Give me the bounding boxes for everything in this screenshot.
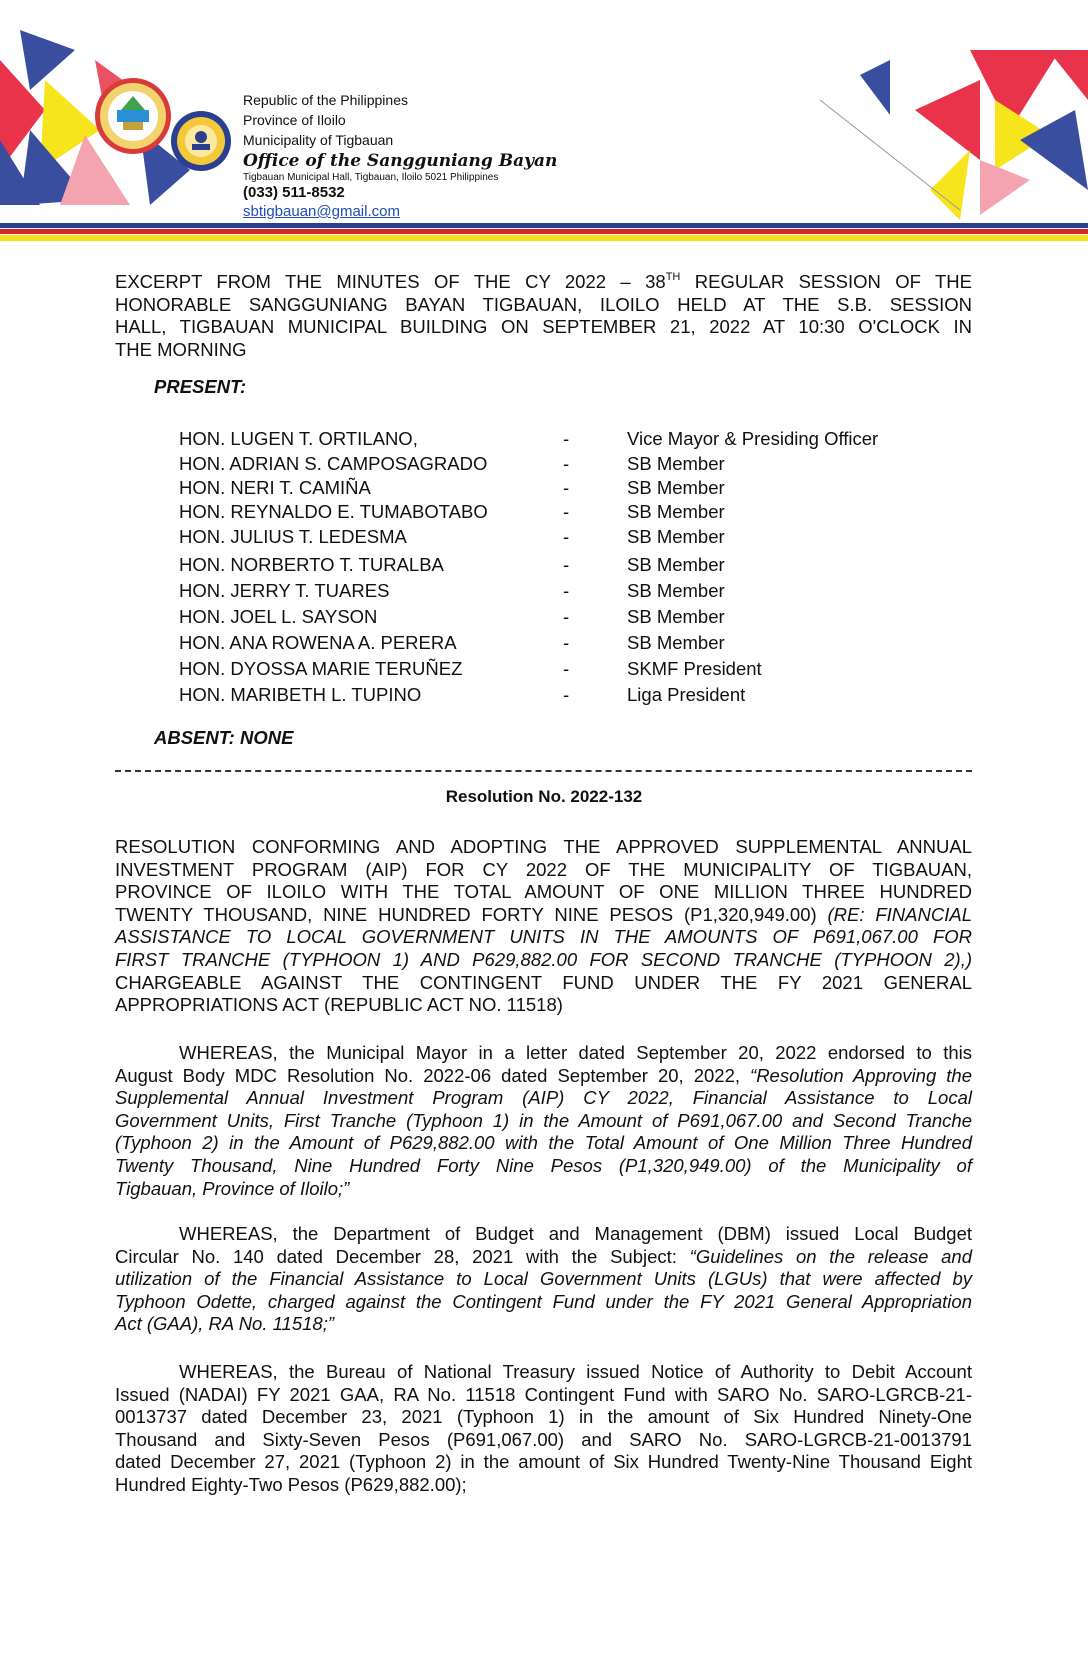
dashed-divider [115,770,972,772]
paragraph-line: August Body MDC Resolution No. 2022-06 dated September 20, 2022, [115,1064,751,1086]
paragraph-line: Issued (NADAI) FY 2021 GAA, RA No. 11518 Contingent Fund with SARO No. SARO-LGRCB-21- [115,1383,972,1405]
whereas-paragraph-2 [115,1223,972,1336]
attendee-row [179,453,979,477]
resolution-title-italic: ASSISTANCE TO LOCAL GOVERNMENT UNITS IN THE AMOUNTS OF P691,067.00 FOR [115,926,972,948]
office-phone: (033) 511-8532 [243,184,345,201]
attendee-name: HON. ANA ROWENA A. PERERA [179,632,457,653]
attendee-separator: - [563,658,570,679]
resolution-title-line: INVESTMENT PROGRAM (AIP) FOR CY 2022 OF THE MUNICIPALITY OF TIGBAUAN, [115,858,972,880]
attendee-role: SKMF President [627,658,762,679]
excerpt-line-3: HALL, TIGBAUAN MUNICIPAL BUILDING ON SEPTEMBER 21, 2022 AT 10:30 O'CLOCK IN [115,316,972,338]
paragraph-italic: Act (GAA), RA No. 11518;” [115,1313,334,1335]
header-stripe-red [0,229,1088,234]
paragraph-italic: utilization of the Financial Assistance to Local Government Units (LGUs) that were affected by [115,1268,972,1290]
paragraph-italic: Tigbauan, Province of Iloilo;” [115,1177,350,1199]
excerpt-line-2: HONORABLE SANGGUNIANG BAYAN TIGBAUAN, ILOILO HELD AT THE S.B. SESSION [115,293,972,315]
attendee-name: HON. LUGEN T. ORTILANO, [179,428,418,449]
attendee-name: HON. REYNALDO E. TUMABOTABO [179,501,488,522]
paragraph-line: 0013737 dated December 23, 2021 (Typhoon 1) in the amount of Six Hundred Ninety-One [115,1406,972,1428]
attendee-role: SB Member [627,580,725,601]
letterhead-header [0,0,1088,250]
attendee-role: SB Member [627,632,725,653]
attendee-name: HON. NORBERTO T. TURALBA [179,554,444,575]
paragraph-line: WHEREAS, the Bureau of National Treasury issued Notice of Authority to Debit Account [179,1361,972,1382]
resolution-title-line: CHARGEABLE AGAINST THE CONTINGENT FUND UNDER THE FY 2021 GENERAL [115,971,972,993]
paragraph-line: Thousand and Sixty-Seven Pesos (P691,067.00) and SARO No. SARO-LGRCB-21-0013791 [115,1428,972,1450]
excerpt-line-1b: REGULAR SESSION OF THE [680,271,972,292]
attendee-role: SB Member [627,554,725,575]
attendee-separator: - [563,526,570,547]
province-line: Province of Iloilo [243,112,346,128]
attendee-name: HON. JOEL L. SAYSON [179,606,378,627]
excerpt-superscript: TH [665,271,681,283]
header-stripe-blue [0,223,1088,228]
resolution-number: Resolution No. 2022-132 [445,787,643,806]
attendee-row [179,684,979,708]
attendee-row [179,428,979,452]
paragraph-italic: “Guidelines on the release and [689,1245,972,1267]
attendee-row [179,526,979,550]
resolution-title-line: APPROPRIATIONS ACT (REPUBLIC ACT NO. 11518) [115,994,563,1016]
sangguniang-bayan-seal-icon [170,110,232,172]
attendee-role: Liga President [627,684,746,705]
paragraph-line: Circular No. 140 dated December 28, 2021 with the Subject: [115,1245,690,1267]
right-triangle-decoration [820,40,1088,220]
country-line: Republic of the Philippines [243,92,408,108]
resolution-title [115,836,972,1017]
attendee-separator: - [563,453,570,474]
excerpt-line-1a: EXCERPT FROM THE MINUTES OF THE CY 2022 – 38 [115,271,666,292]
paragraph-italic: Supplemental Annual Investment Program (AIP) CY 2022, Financial Assistance to Local [115,1087,972,1109]
resolution-title-italic: (RE: FINANCIAL [827,903,972,925]
attendee-role: SB Member [627,453,725,474]
municipality-line: Municipality of Tigbauan [243,132,394,148]
letterhead-text [243,90,557,221]
paragraph-italic: Government Units, First Tranche (Typhoon 1) in the Amount of P691,067.00 and Second Tranche [115,1109,972,1131]
paragraph-line: dated December 27, 2021 (Typhoon 2) in the amount of Six Hundred Twenty-Nine Thousand Eight [115,1451,972,1473]
attendee-separator: - [563,580,570,601]
paragraph-line: WHEREAS, the Department of Budget and Management (DBM) issued Local Budget [179,1223,972,1244]
office-address: Tigbauan Municipal Hall, Tigbauan, Iloilo 5021 Philippines [243,172,499,183]
attendee-role: SB Member [627,526,725,547]
attendee-row [179,606,979,630]
paragraph-italic: Twenty Thousand, Nine Hundred Forty Nine Pesos (P1,320,949.00) of the Municipality of [115,1154,972,1176]
attendee-role: Vice Mayor & Presiding Officer [627,428,879,449]
whereas-paragraph-3 [115,1361,972,1497]
attendee-name: HON. NERI T. CAMIÑA [179,477,371,498]
attendee-separator: - [563,632,570,653]
attendee-role: SB Member [627,477,725,498]
absent-label: ABSENT: NONE [154,727,294,748]
attendee-row [179,501,979,525]
paragraph-line: Hundred Eighty-Two Pesos (P629,882.00); [115,1473,467,1495]
paragraph-italic: (Typhoon 2) in the Amount of P629,882.00 with the Total Amount of One Million Three Hundred [115,1132,972,1154]
attendee-row [179,554,979,578]
resolution-title-italic: FIRST TRANCHE (TYPHOON 1) AND P629,882.00 FOR SECOND TRANCHE (TYPHOON 2),) [115,948,972,970]
attendee-name: HON. JULIUS T. LEDESMA [179,526,407,547]
municipal-seal-icon [93,76,173,156]
attendee-separator: - [563,606,570,627]
resolution-title-line: PROVINCE OF ILOILO WITH THE TOTAL AMOUNT OF ONE MILLION THREE HUNDRED [115,881,972,903]
excerpt-line-4: THE MORNING [115,338,247,360]
present-label: PRESENT: [154,376,247,397]
attendee-name: HON. DYOSSA MARIE TERUÑEZ [179,658,463,679]
whereas-paragraph-1 [115,1042,972,1200]
resolution-title-line: RESOLUTION CONFORMING AND ADOPTING THE APPROVED SUPPLEMENTAL ANNUAL [115,836,972,857]
minutes-excerpt-heading [115,266,972,361]
attendee-row [179,632,979,656]
attendee-separator: - [563,477,570,498]
office-name: Office of the Sangguniang Bayan [243,151,558,171]
attendee-separator: - [563,501,570,522]
attendee-separator: - [563,428,570,449]
attendee-separator: - [563,684,570,705]
attendee-role: SB Member [627,606,725,627]
attendee-name: HON. MARIBETH L. TUPINO [179,684,422,705]
paragraph-italic: “Resolution Approving the [750,1064,972,1086]
attendee-row [179,580,979,604]
attendee-separator: - [563,554,570,575]
header-stripe-yellow [0,235,1088,241]
attendee-role: SB Member [627,501,725,522]
resolution-title-line: TWENTY THOUSAND, NINE HUNDRED FORTY NINE PESOS (P1,320,949.00) [115,903,828,925]
attendee-name: HON. ADRIAN S. CAMPOSAGRADO [179,453,488,474]
attendee-row [179,477,979,501]
paragraph-line: WHEREAS, the Municipal Mayor in a letter dated September 20, 2022 endorsed to this [179,1042,972,1063]
paragraph-italic: Typhoon Odette, charged against the Contingent Fund under the FY 2021 General Appropriation [115,1290,972,1312]
attendee-name: HON. JERRY T. TUARES [179,580,390,601]
office-email-link[interactable]: sbtigbauan@gmail.com [243,203,400,220]
attendee-row [179,658,979,682]
